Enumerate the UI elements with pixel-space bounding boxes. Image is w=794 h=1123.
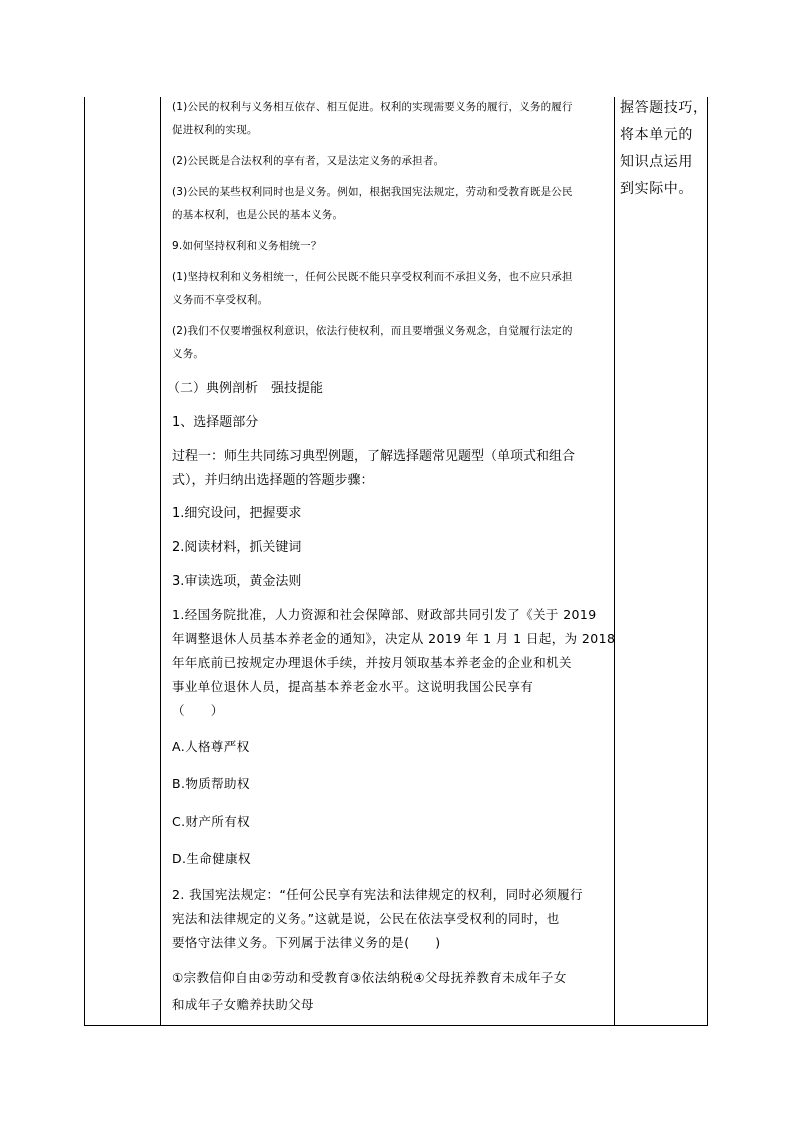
option-d: D.生命健康权	[172, 851, 251, 866]
right-column-line-2: 将本单元的	[620, 127, 693, 143]
table-border-col1	[160, 97, 161, 1026]
step-2: 2.阅读材料，抓关键词	[172, 540, 302, 555]
answer-9-1-line-1: (1)坚持权利和义务相统一，任何公民既不能只享受权利而不承担义务，也不应只承担	[172, 271, 573, 283]
question-1-line-2: 年调整退休人员基本养老金的通知》，决定从 2019 年 1 月 1 日起，为 2018	[172, 631, 616, 646]
question-2-line-2: 宪法和法律规定的义务。”这就是说，公民在依法享受权利的同时，也	[172, 911, 560, 926]
answer-9-2-line-2: 义务。	[172, 348, 205, 360]
option-c: C.财产所有权	[172, 814, 251, 829]
question-1-line-5: （ ）	[172, 703, 224, 718]
question-1-line-4: 事业单位退休人员，提高基本养老金水平。这说明我国公民享有	[172, 679, 534, 694]
table-border-right	[707, 97, 708, 1026]
paragraph-3-line-1: (3)公民的某些权利同时也是义务。例如，根据我国宪法规定，劳动和受教育既是公民	[172, 186, 573, 198]
sub-heading: 1、选择题部分	[172, 415, 259, 430]
answer-9-1-line-2: 义务而不享受权利。	[172, 294, 269, 306]
option-b: B.物质帮助权	[172, 776, 250, 791]
answer-9-2-line-1: (2)我们不仅要增强权利意识，依法行使权利，而且要增强义务观念，自觉履行法定的	[172, 325, 573, 337]
process-line-1: 过程一：师生共同练习典型例题，了解选择题常见题型（单项式和组合	[172, 449, 576, 464]
right-column-line-1: 握答题技巧，	[620, 100, 708, 116]
paragraph-2: (2)公民既是合法权利的享有者，又是法定义务的承担者。	[172, 155, 445, 167]
paragraph-1-line-2: 促进权利的实现。	[172, 124, 258, 136]
question-2-choices-line-1: ①宗教信仰自由②劳动和受教育③依法纳税④父母抚养教育未成年子女	[172, 970, 567, 985]
option-a: A.人格尊严权	[172, 739, 250, 754]
question-2-choices-line-2: 和成年子女赡养扶助父母	[172, 997, 314, 1012]
question-9: 9.如何坚持权利和义务相统一？	[172, 240, 322, 252]
question-1-line-1: 1.经国务院批准，人力资源和社会保障部、财政部共同引发了《关于 2019	[172, 607, 597, 622]
table-border-left	[84, 97, 85, 1026]
step-3: 3.审读选项，黄金法则	[172, 574, 302, 589]
right-column-line-3: 知识点运用	[620, 154, 693, 170]
question-2-line-1: 2. 我国宪法规定：“任何公民享有宪法和法律规定的权利，同时必须履行	[172, 887, 583, 902]
right-column-line-4: 到实际中。	[620, 181, 693, 197]
section-heading: （二）典例剖析 强技提能	[167, 381, 324, 396]
process-line-2: 式），并归纳出选择题的答题步骤：	[172, 473, 374, 488]
paragraph-3-line-2: 的基本权利，也是公民的基本义务。	[172, 209, 344, 221]
question-1-line-3: 年年底前已按规定办理退休手续，并按月领取基本养老金的企业和机关	[172, 655, 572, 670]
step-1: 1.细究设问，把握要求	[172, 506, 302, 521]
paragraph-1-line-1: (1)公民的权利与义务相互依存、相互促进。权利的实现需要义务的履行，义务的履行	[172, 101, 573, 113]
table-border-bottom	[84, 1025, 708, 1026]
question-2-line-3: 要恪守法律义务。下列属于法律义务的是( )	[172, 935, 441, 950]
table-border-col2	[614, 97, 615, 1026]
